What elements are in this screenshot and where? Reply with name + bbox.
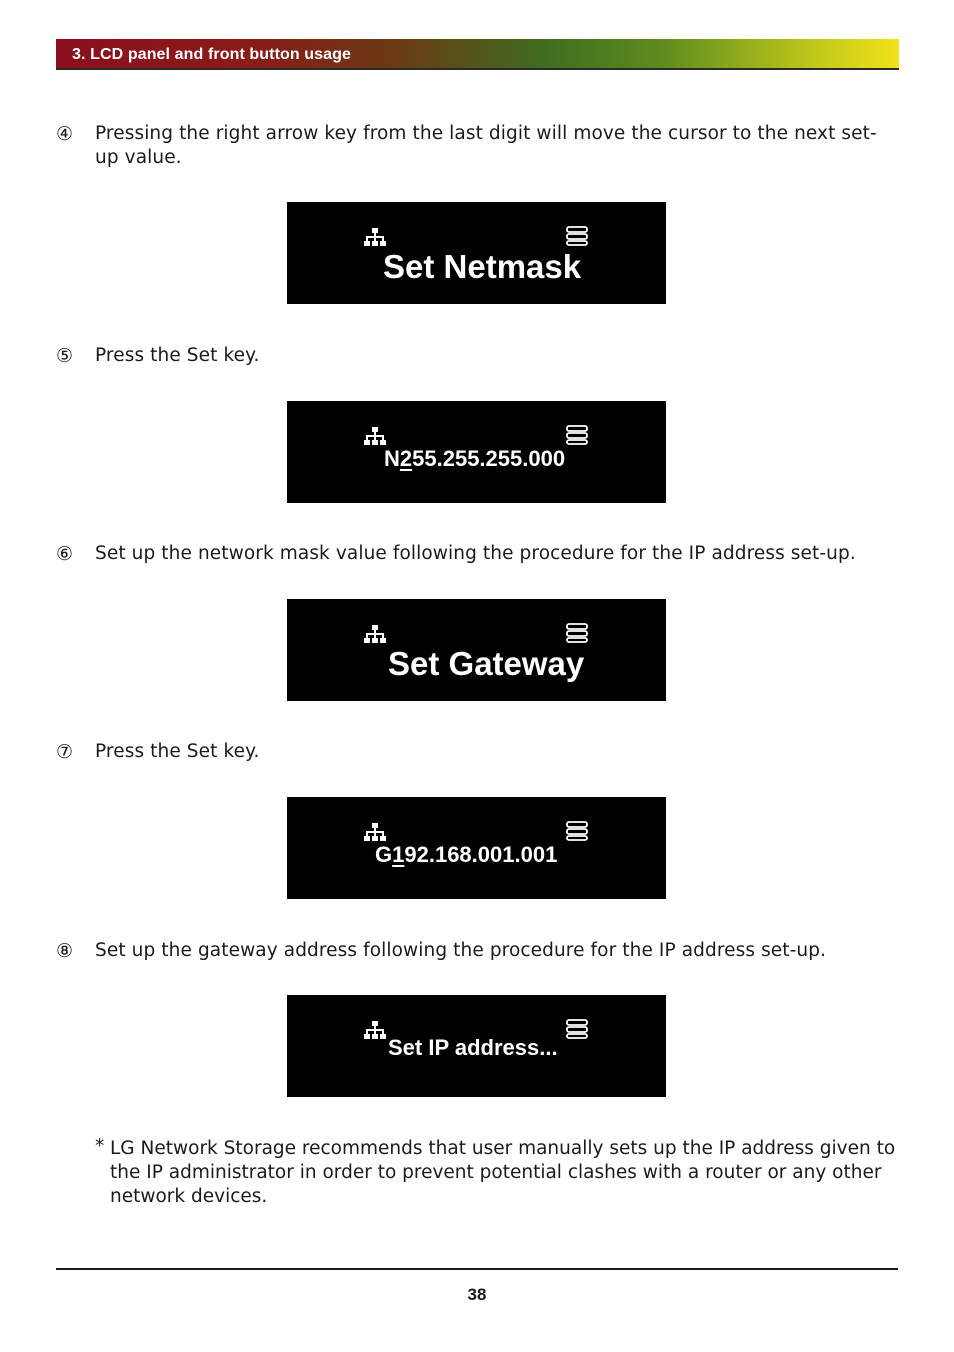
step-number: ⑧ <box>56 940 74 962</box>
lcd-prefix: G <box>375 842 393 867</box>
step-text: Press the Set key. <box>95 741 260 762</box>
step-number: ⑤ <box>56 345 74 367</box>
step-number: ⑥ <box>56 543 74 565</box>
lcd-display-netmask-value <box>287 401 666 503</box>
lcd-value-line <box>287 842 754 868</box>
lcd-display-set-gateway <box>287 599 666 701</box>
lcd-text: Set Gateway <box>388 645 585 682</box>
network-icon <box>363 624 387 644</box>
storage-icon <box>566 623 588 643</box>
storage-icon <box>566 425 588 445</box>
step-text: Press the Set key. <box>95 345 260 366</box>
lcd-cursor-digit: 2 <box>399 446 413 471</box>
section-header-bar <box>56 39 899 70</box>
network-icon <box>363 426 387 446</box>
network-icon <box>363 227 387 247</box>
footnote-marker: * <box>95 1136 105 1157</box>
lcd-cursor-digit: 1 <box>392 842 405 867</box>
step-number: ⑦ <box>56 741 74 763</box>
step-text: Pressing the right arrow key from the last digit will move the cursor to the next set-up value. <box>95 123 877 168</box>
lcd-display-gateway-value <box>287 797 666 899</box>
lcd-prefix: N <box>384 446 400 471</box>
lcd-text: Set Netmask <box>383 248 582 285</box>
step-number: ④ <box>56 123 74 145</box>
storage-icon <box>566 226 588 246</box>
lcd-display-set-ip-address <box>287 995 666 1097</box>
page-number: 38 <box>467 1285 487 1304</box>
lcd-display-set-netmask <box>287 202 666 304</box>
step-text: Set up the gateway address following the procedure for the IP address set-up. <box>95 940 827 961</box>
lcd-value-line <box>287 446 763 472</box>
lcd-text: Set IP address... <box>388 1035 558 1060</box>
step-text: Set up the network mask value following the procedure for the IP address set-up. <box>95 543 856 564</box>
storage-icon <box>566 821 588 841</box>
footnote-text: LG Network Storage recommends that user manually sets up the IP address given to the IP administrator in order to prevent potential clashes with a router or any other network devices. <box>110 1138 896 1207</box>
section-title: 3. LCD panel and front button usage <box>72 46 352 63</box>
lcd-value: 55.255.255.000 <box>412 446 566 471</box>
network-icon <box>363 822 387 842</box>
lcd-value: 92.168.001.001 <box>404 842 558 867</box>
footer-divider <box>56 1268 898 1270</box>
